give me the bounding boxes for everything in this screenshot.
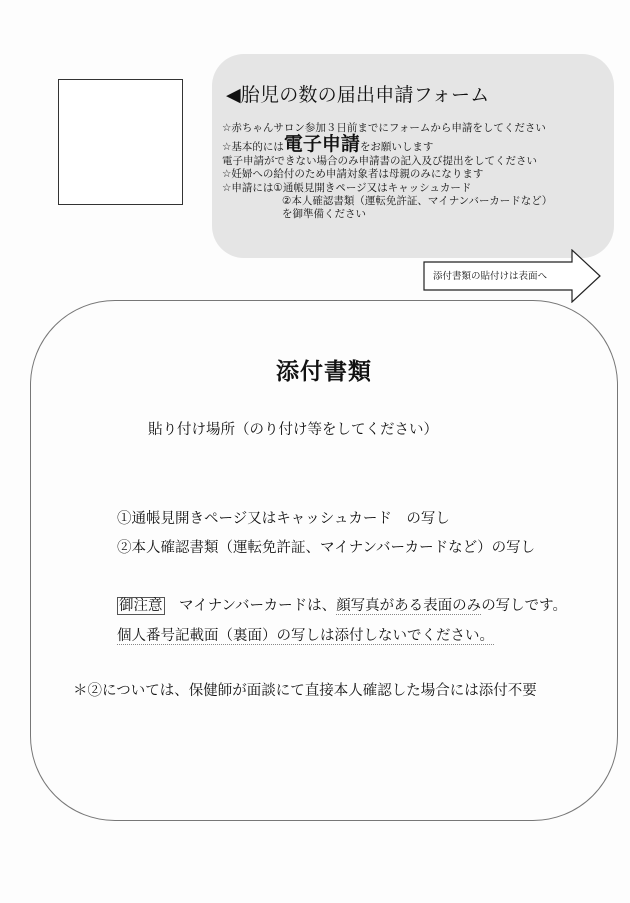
info-line-electronic-prefix: ☆基本的には [222, 141, 284, 154]
info-line-electronic [222, 135, 552, 155]
caution-underlined-text: 顔写真がある表面のみ [336, 598, 482, 614]
list-item: ②本人確認書類（運転免許証、マイナンバーカードなど）の写し [117, 540, 536, 556]
caution-text-before: マイナンバーカードは、 [164, 598, 337, 614]
arrow-label: 添付書類の貼付けは表面へ [433, 271, 548, 282]
list-item: ①通帳見開きページ又はキャッシュカード の写し [117, 511, 450, 527]
caution-line-1 [117, 591, 567, 621]
form-title: ◀胎児の数の届出申請フォーム [226, 84, 490, 106]
caution-notice [117, 591, 567, 651]
exemption-note: ＊②については、保健師が面談にて直接本人確認した場合には添付不要 [73, 683, 537, 699]
attachment-subtitle: 貼り付け場所（のり付け等をしてください） [148, 422, 438, 438]
info-line-electronic-suffix: をお願いします [359, 141, 434, 154]
caution-tag: 御注意 [119, 598, 163, 614]
photo-placeholder-box [58, 79, 183, 205]
application-form-info-panel [212, 54, 614, 258]
attachment-area [30, 300, 618, 821]
info-line-paper: 電子申請ができない場合のみ申請書の記入及び提出をしてください [222, 155, 537, 168]
info-line-deadline: ☆赤ちゃんサロン参加３日前までにフォームから申請をしてください [222, 122, 546, 134]
info-line-required-docs: ☆申請には①通帳見開きページ又はキャッシュカード [222, 181, 472, 194]
info-instructions [222, 122, 552, 221]
required-documents-list [117, 505, 535, 563]
attachment-title: 添付書類 [276, 358, 372, 385]
info-line-id-docs: ②本人確認書類（運転免許証、マイナンバーカードなど） [282, 194, 553, 207]
caution-line-2 [117, 621, 567, 651]
caution-line-2-text: 個人番号記載面（裏面）の写しは添付しないでください。 [117, 628, 494, 644]
electronic-application-emphasis: 電子申請 [283, 133, 360, 156]
caution-text-after: の写しです。 [481, 598, 568, 614]
info-line-prepare: を御準備ください [282, 208, 366, 221]
info-line-eligibility: ☆妊婦への給付のため申請対象者は母親のみになります [222, 168, 484, 181]
